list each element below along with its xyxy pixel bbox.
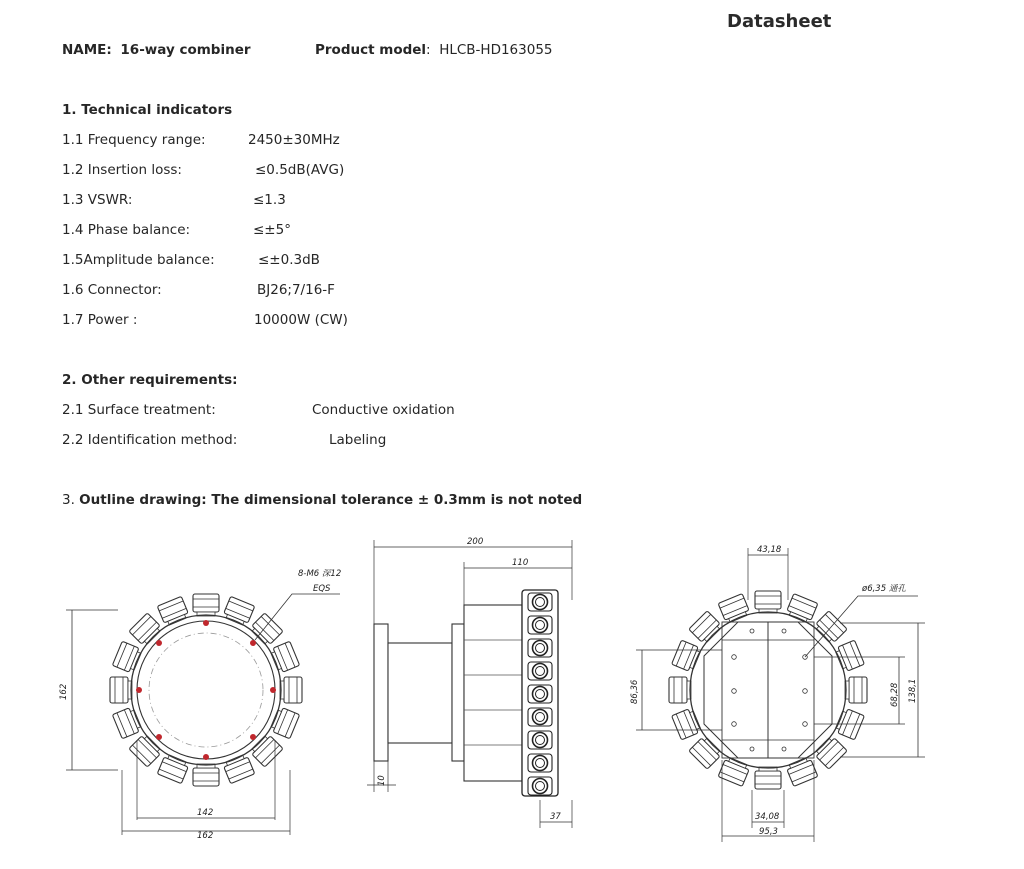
- name-value: 16-way combiner: [120, 42, 251, 58]
- mount-holes: [732, 629, 808, 751]
- dim-height: 162: [59, 683, 69, 700]
- dim-inner: 142: [197, 808, 214, 818]
- back-view: [630, 545, 925, 842]
- connector-port: [193, 764, 219, 786]
- spec-label: 1.5Amplitude balance:: [62, 252, 215, 268]
- spec-value: 10000W (CW): [254, 312, 348, 328]
- dim-bottom-outer: 95,3: [759, 827, 778, 837]
- spec-value: ≤±5°: [253, 222, 291, 238]
- hole-note: 8-M6 深12: [298, 569, 342, 579]
- connector-port: [689, 611, 723, 645]
- dim-total: 200: [467, 537, 484, 547]
- spec-label: 1.3 VSWR:: [62, 192, 133, 208]
- connector-port: [193, 594, 219, 616]
- dim-right-inner: 68,28: [890, 682, 900, 707]
- front-view: [59, 568, 341, 841]
- model-value: HLCB-HD163055: [439, 42, 553, 58]
- dim-outer: 162: [197, 831, 214, 841]
- spec-value: BJ26;7/16-F: [257, 282, 335, 298]
- side-view: [367, 537, 572, 828]
- spec-value: ≤±0.3dB: [258, 252, 320, 268]
- connector-port: [845, 677, 867, 703]
- spec-label: 1.1 Frequency range:: [62, 132, 206, 148]
- dim-right-outer: 138,1: [908, 678, 918, 703]
- connector-port: [689, 735, 723, 769]
- model-field: Product model: HLCB-HD163055: [315, 42, 553, 58]
- requirement-value: Labeling: [329, 432, 387, 448]
- dim-flange: 10: [377, 775, 387, 786]
- dim-bottom-inner: 34,08: [755, 812, 780, 822]
- spec-label: 1.4 Phase balance:: [62, 222, 191, 238]
- dim-body: 110: [512, 558, 529, 568]
- connector-port: [755, 767, 781, 789]
- eqs-note: EQS: [313, 584, 331, 594]
- hole-note: ø6,35 通孔: [862, 584, 906, 594]
- dim-left: 86,36: [630, 679, 640, 704]
- spec-value: ≤1.3: [253, 192, 286, 208]
- name-label: NAME:: [62, 42, 112, 58]
- section3-title: Outline drawing: The dimensional tolerance ± 0.3mm is not noted: [79, 492, 583, 508]
- connector-port: [110, 677, 132, 703]
- spec-label: 1.2 Insertion loss:: [62, 162, 182, 178]
- spec-value: ≤0.5dB(AVG): [255, 162, 345, 178]
- section3-number: 3.: [62, 492, 80, 508]
- connector-port: [813, 735, 847, 769]
- document-title: Datasheet: [727, 11, 832, 32]
- section1-heading: 1. Technical indicators: [62, 102, 233, 118]
- spec-label: 1.7 Power :: [62, 312, 138, 328]
- connector-port: [669, 677, 691, 703]
- requirement-value: Conductive oxidation: [312, 402, 455, 418]
- requirement-label: 2.2 Identification method:: [62, 432, 238, 448]
- model-label: Product model: [315, 42, 427, 58]
- requirement-label: 2.1 Surface treatment:: [62, 402, 216, 418]
- dim-top: 43,18: [757, 545, 782, 555]
- bolt-holes: [136, 620, 276, 760]
- spec-value: 2450±30MHz: [248, 132, 340, 148]
- dim-depth: 37: [550, 812, 561, 822]
- section2-heading: 2. Other requirements:: [62, 372, 238, 388]
- connector-port: [755, 591, 781, 613]
- connector-port: [280, 677, 302, 703]
- spec-label: 1.6 Connector:: [62, 282, 162, 298]
